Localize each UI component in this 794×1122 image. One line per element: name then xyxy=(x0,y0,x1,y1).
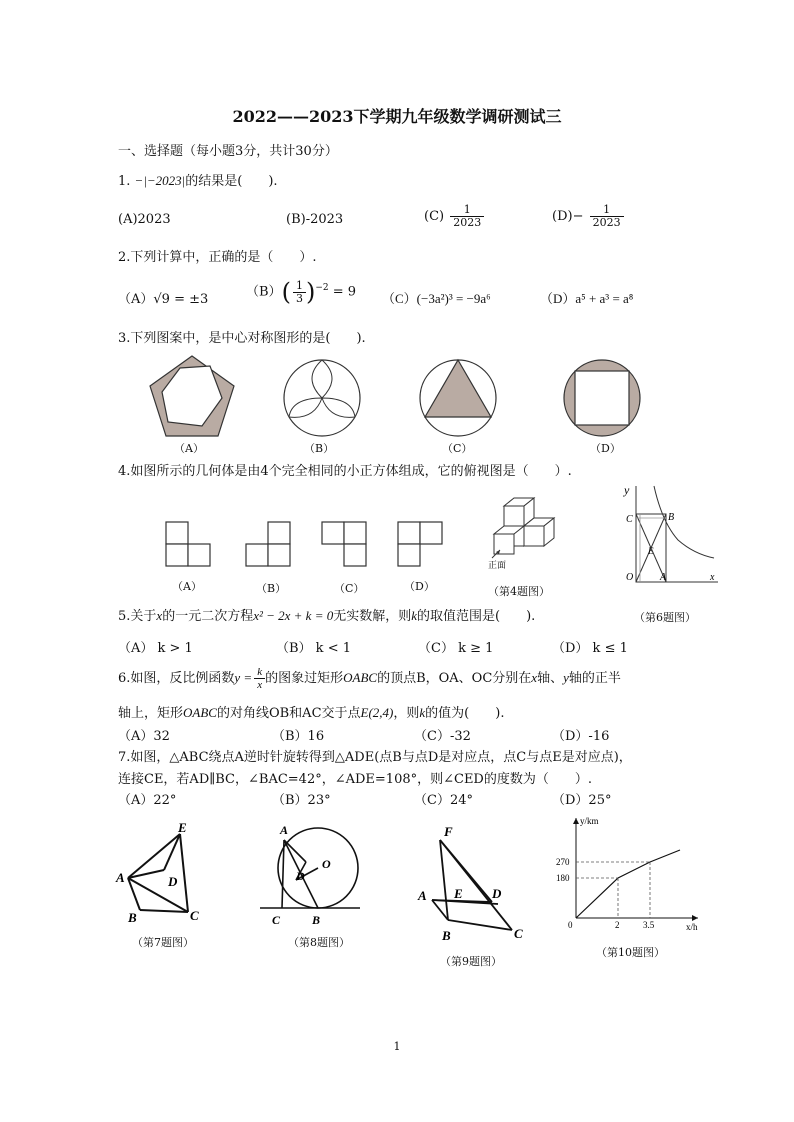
q3-label-a: （A） xyxy=(174,442,204,455)
q9-figure xyxy=(412,820,538,944)
q4-option-figures xyxy=(160,516,460,570)
point-d-label: D xyxy=(492,886,502,901)
q10-caption: （第10题图） xyxy=(596,946,665,959)
point-c-label: C xyxy=(190,908,199,923)
q7-option-d: （D）25° xyxy=(552,793,612,808)
x-axis-label: x/h xyxy=(686,922,698,932)
q1-d-fraction: $\frac{1}{2023}$ xyxy=(590,204,624,229)
point-d-label: D xyxy=(168,874,178,889)
q2-b-fraction: $\frac{1}{3}$ xyxy=(293,280,306,305)
q1-option-b: (B)-2023 xyxy=(286,212,344,227)
point-e-label: E xyxy=(454,886,463,901)
q6-option-c: （C）-32 xyxy=(414,729,471,744)
y-label: y xyxy=(624,483,630,497)
origin-label: 0 xyxy=(568,920,573,930)
q2-option-a: （A）√9 = ±3 xyxy=(118,292,209,307)
point-e-label: E xyxy=(648,546,654,556)
q8-figure xyxy=(256,818,366,926)
point-o-label: O xyxy=(322,857,331,871)
q5-option-b: （B） k < 1 xyxy=(276,641,351,656)
q1-option-c: (C) $\frac{1}{2023}$ xyxy=(424,204,484,229)
q3-figures xyxy=(140,352,660,440)
q5-option-d: （D） k ≤ 1 xyxy=(552,641,628,656)
q4-label-c: （C） xyxy=(334,582,365,595)
q6-caption: （第6题图） xyxy=(634,611,696,624)
point-d-label: D xyxy=(296,869,305,883)
point-b-label: B xyxy=(128,910,137,925)
section-heading: 一、选择题（每小题3分，共计30分） xyxy=(118,144,338,159)
q6-fraction: $\frac{k}{x}$ xyxy=(254,666,265,691)
point-a-label: A xyxy=(418,888,427,903)
q1-c-fraction: $\frac{1}{2023}$ xyxy=(450,204,484,229)
page-number: 1 xyxy=(393,1040,401,1053)
y-tick-180: 180 xyxy=(556,873,570,883)
point-b-label: B xyxy=(442,928,451,943)
page-title: 2022——2023下学期九年级数学调研测试三 xyxy=(232,107,562,126)
q3-label-c: （C） xyxy=(442,442,473,455)
q4-figure-a xyxy=(166,522,210,566)
x-tick-2: 2 xyxy=(615,920,620,930)
q1-number: 1. xyxy=(118,174,131,189)
q7-figure xyxy=(112,818,212,926)
q9-caption: （第9题图） xyxy=(440,955,502,968)
q1-option-d: (D)− $\frac{1}{2023}$ xyxy=(552,204,624,229)
y-axis-label: y/km xyxy=(580,816,599,826)
q8-caption: （第8题图） xyxy=(288,936,350,949)
q4-label-a: （A） xyxy=(172,580,202,593)
x-label: x xyxy=(710,572,715,583)
q3-label-d: （D） xyxy=(590,442,621,455)
question-7-line-2: 连接CE，若AD∥BC，∠BAC=42°，∠ADE=108°，则∠CED的度数为（ ）. xyxy=(118,772,592,787)
point-a-label: A xyxy=(116,870,125,885)
point-c-label: C xyxy=(514,926,523,941)
q2-option-d: （D）a⁵ + a³ = a⁸ xyxy=(540,291,634,306)
question-7-line-1: 7.如图，△ABC绕点A逆时针旋转得到△ADE(点B与点D是对应点，点C与点E是对应点)， xyxy=(118,750,632,765)
question-5-stem: 5.关于x的一元二次方程x² − 2x + k = 0无实数解，则k的取值范围是( ). xyxy=(118,608,536,624)
question-4-stem: 4.如图所示的几何体是由4个完全相同的小正方体组成，它的俯视图是（ ）. xyxy=(118,464,572,479)
q5-option-c: （C） k ≥ 1 xyxy=(418,641,494,656)
q3-figure-c xyxy=(420,360,496,436)
q3-figure-d xyxy=(564,360,640,436)
y-tick-270: 270 xyxy=(556,857,570,867)
distance-line xyxy=(576,850,680,918)
q4-label-b: （B） xyxy=(256,582,287,595)
point-a-label: A xyxy=(660,572,667,583)
q6-figure xyxy=(614,482,724,592)
question-3-stem: 3.下列图案中，是中心对称图形的是( ). xyxy=(118,331,366,346)
point-a-label: A xyxy=(280,823,289,837)
point-e-label: E xyxy=(178,820,187,835)
question-6-line-1: 6.如图，反比例函数y = $\frac{k}{x}$ 的图象过矩形OABC的顶点B，OA、OC分别在x轴、y轴的正半 xyxy=(118,666,621,691)
q6-option-b: （B）16 xyxy=(272,729,325,744)
q1-expression: −|−2023| xyxy=(134,173,186,188)
q4-figure-c xyxy=(322,522,366,566)
question-1-stem xyxy=(118,170,278,189)
question-6-line-2: 轴上，矩形OABC的对角线OB和AC交于点E(2,4)，则k的值为( ). xyxy=(118,705,505,721)
q7-caption: （第7题图） xyxy=(132,936,194,949)
origin-label: O xyxy=(626,572,634,583)
q7-option-b: （B）23° xyxy=(272,793,331,808)
q4-figure-b xyxy=(246,522,290,566)
point-c-label: C xyxy=(272,913,281,926)
q2-option-c: （C）(−3a²)³ = −9a⁶ xyxy=(382,291,491,306)
q4-caption: （第4题图） xyxy=(488,585,550,598)
q10-figure xyxy=(550,812,710,936)
q3-figure-b xyxy=(284,360,360,436)
point-f-label: F xyxy=(444,824,453,839)
q6-option-a: （A）32 xyxy=(118,729,170,744)
q3-figure-a xyxy=(150,356,234,436)
q4-figure-d xyxy=(398,522,442,566)
q3-label-b: （B） xyxy=(304,442,335,455)
question-2-stem: 2.下列计算中，正确的是（ ）. xyxy=(118,250,317,265)
point-c-label: C xyxy=(626,514,633,525)
point-b-label: B xyxy=(668,512,675,523)
q6-option-d: （D）-16 xyxy=(552,729,610,744)
q7-option-a: （A）22° xyxy=(118,793,177,808)
x-tick-3-5: 3.5 xyxy=(643,920,655,930)
q1-text: 的结果是( ). xyxy=(185,174,278,189)
q1-option-a: (A)2023 xyxy=(118,212,171,227)
q7-option-c: （C）24° xyxy=(414,793,473,808)
q4-label-d: （D） xyxy=(404,580,435,593)
q4-front-label: 正面 xyxy=(488,561,507,571)
q5-option-a: （A） k > 1 xyxy=(118,641,193,656)
point-b-label: B xyxy=(312,913,321,926)
q2-option-b: （B）( $\frac{1}{3}$ )$^{-2}$ = 9 xyxy=(246,278,357,306)
